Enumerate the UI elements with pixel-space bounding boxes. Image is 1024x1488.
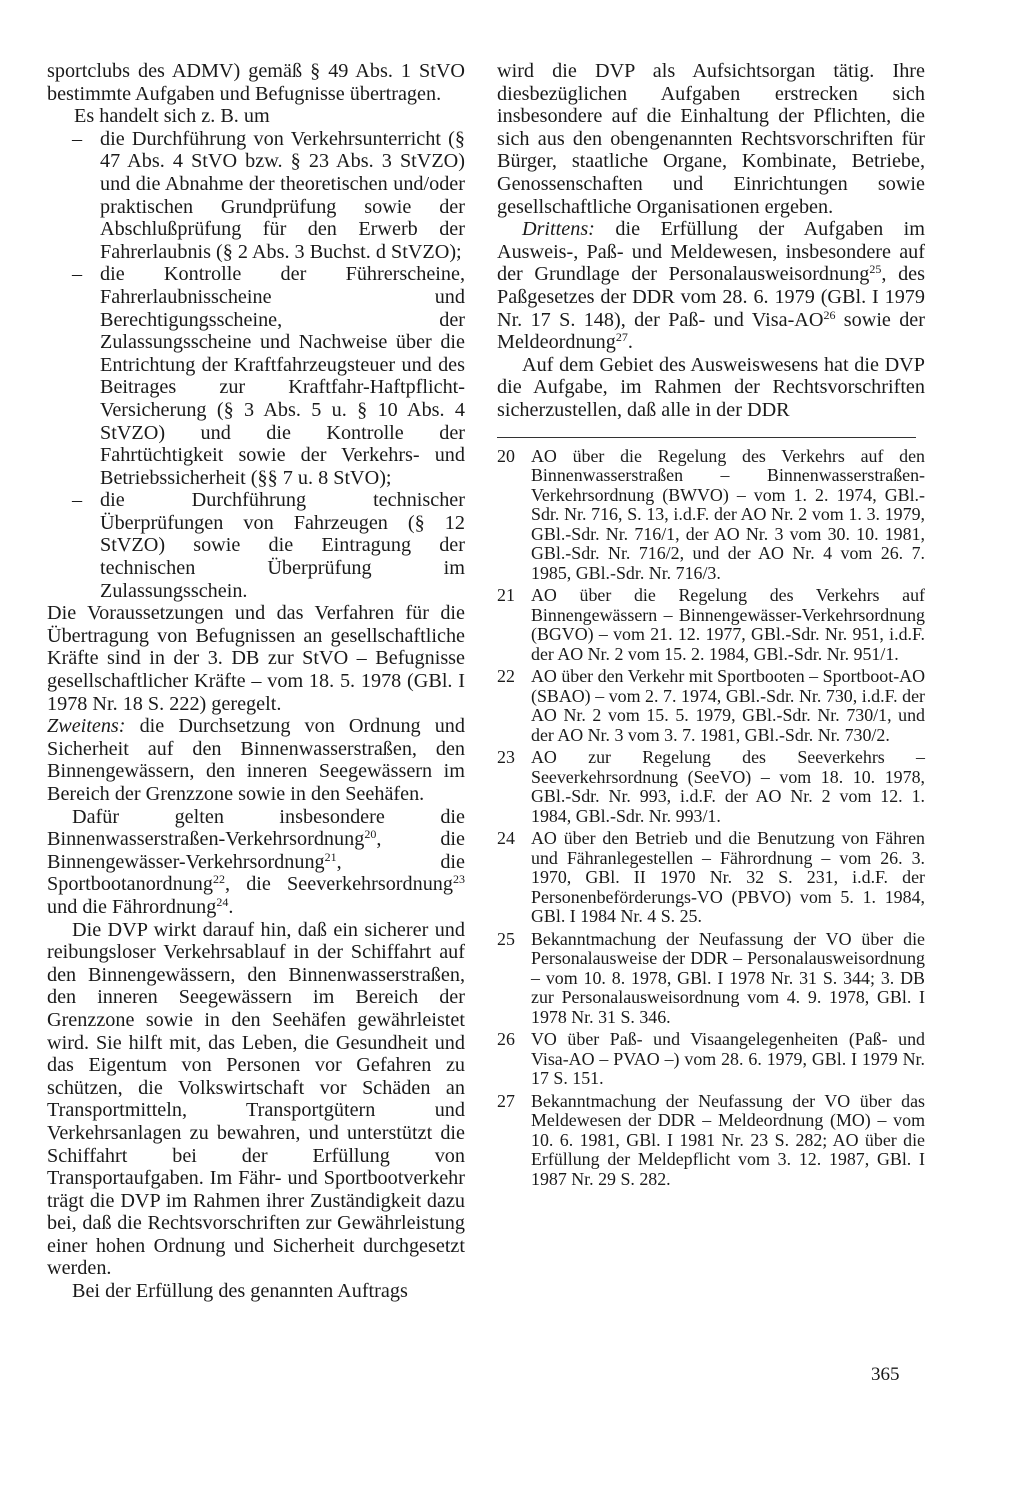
drittens-label: Drittens:	[522, 218, 595, 241]
text-run: .	[627, 331, 633, 354]
footnote-number: 21	[497, 585, 515, 605]
footnote-text: AO zur Regelung des Seeverkehrs – Seeverkehrsordnung (SeeVO) – vom 18. 10. 1978, GBl.-Sdr. Nr. 993, i.d.F. der AO Nr. 2 vom 12. 1. 1984, GBl.-Sdr. Nr. 993/1.	[531, 747, 925, 826]
footnote-ref: 25	[869, 262, 882, 277]
footnote-number: 26	[497, 1029, 515, 1049]
text-run: , die Seeverkehrsordnung	[224, 873, 453, 896]
list-item: – die Kontrolle der Führerscheine, Fahrerlaubnisscheine und Berechtigungsscheine, der Zulassungsscheine und Nachweise über die Entrichtung der Kraftfahrzeugsteuer und des Beitrages zur Kraftfahr-Haftpflicht-Versicherung (§ 3 Abs. 5 u. § 10 Abs. 4 StVZO) und die Kontrolle der Fahrtüchtigkeit sowie der Verkehrs- und Betriebssicherheit (§§ 7 u. 8 StVO);	[47, 263, 465, 489]
list-intro: Es handelt sich z. B. um	[74, 105, 270, 128]
footnote-text: Bekanntmachung der Neufassung der VO über die Personalausweise der DDR – Personalausweisordnung – vom 10. 8. 1978, GBl. I 1978 Nr. 31 S. 344; 3. DB zur Personalausweisordnung vom 4. 9. 1978, GBl. I 1978 Nr. 31 S. 346.	[531, 928, 925, 1027]
text-run: , die Sportbootanordnung	[47, 850, 465, 896]
footnote-number: 27	[497, 1090, 515, 1111]
text-run: , die Binnengewässer-Verkehrsordnung	[47, 828, 465, 873]
paragraph: Bei der Erfüllung des genannten Auftrags	[72, 1280, 408, 1303]
footnote	[497, 1092, 925, 1190]
footnote	[497, 930, 925, 1028]
paragraph: Die Voraussetzungen und das Verfahren für die Übertragung von Befugnissen an gesellschaftliche Kräfte sind in der 3. DB zur StVO – Befugnisse gesellschaftlicher Kräfte – vom 18. 5. 1978 (GBl. I 1978 Nr. 18 S. 222) geregelt.	[47, 602, 465, 715]
footnote-ref: 23	[453, 872, 465, 887]
footnote-ref: 20	[364, 827, 377, 842]
footnote-text: Bekanntmachung der Neufassung der VO über das Meldewesen der DDR – Meldeordnung (MO) – vom 10. 6. 1981, GBl. I 1981 Nr. 23 S. 282; AO über die Erfüllung der Meldepflicht vom 3. 12. 1987, GBl. I 1987 Nr. 29 S. 282.	[531, 1090, 925, 1189]
footnote-text: VO über Paß- und Visaangelegenheiten (Paß- und Visa-AO – PVAO –) vom 28. 6. 1979, GBl. I 1979 Nr. 17 S. 151.	[531, 1029, 925, 1088]
text-run: die Erfüllung der Aufgaben im Ausweis-, Paß- und Meldewesen, insbesondere auf der Grundlage der Personalausweisordnung	[497, 218, 925, 286]
footnote	[497, 1030, 925, 1089]
footnote-ref: 24	[216, 894, 229, 909]
paragraph: sportclubs des ADMV) gemäß § 49 Abs. 1 StVO bestimmte Aufgaben und Befugnisse übertragen.	[47, 60, 465, 105]
footnote	[497, 586, 925, 664]
footnote	[497, 748, 925, 826]
footnote-divider	[497, 437, 916, 438]
paragraph-regulations	[47, 806, 465, 919]
footnote-number: 22	[497, 666, 515, 686]
paragraph-zweitens	[47, 715, 465, 805]
text-run: , des Paßgesetzes der DDR vom 28. 6. 1979 (GBl. I 1979 Nr. 17 S. 148), der Paß- und Visa-AO	[497, 263, 925, 331]
footnote-ref: 21	[324, 849, 337, 864]
footnote-number: 23	[497, 747, 515, 767]
footnotes	[497, 447, 925, 1190]
paragraph: wird die DVP als Aufsichtsorgan tätig. Ihre diesbezüglichen Aufgaben erstrecken sich insbesondere auf die Einhaltung der Pflichten, die sich aus den obengenannten Rechtsvorschriften für Bürger, staatliche Organe, Kombinate, Betriebe, Genossenschaften und Einrichtungen sowie gesellschaftliche Organisationen ergeben.	[497, 60, 925, 218]
task-list	[47, 128, 465, 602]
text-run: Dafür gelten insbesondere die Binnenwasserstraßen-Verkehrsordnung	[47, 805, 465, 851]
paragraph: Die DVP wirkt darauf hin, daß ein sicherer und reibungsloser Verkehrsablauf in der Schiffahrt auf den Binnengewässern, den Binnenwasserstraßen, den inneren Seegewässern im Bereich der Grenzzone sowie in den Seehäfen gewährleistet wird. Sie hilft mit, das Leben, die Gesundheit und das Eigentum von Personen vor Gefahren zu schützen, die Volkswirtschaft vor Schäden an Transportmitteln, Transportgütern und Verkehrsanlagen zu bewahren, und unterstützt die Schiffahrt bei der Erfüllung von Transportaufgaben. Im Fähr- und Sportbootverkehr trägt die DVP im Rahmen ihrer Zuständigkeit dazu bei, daß die Rechtsvorschriften zur Gewährleistung einer hohen Ordnung und Sicherheit durchgesetzt werden.	[47, 918, 465, 1280]
list-item: – die Durchführung technischer Überprüfungen von Fahrzeugen (§ 12 StVZO) sowie die Eintragung der technischen Überprüfung im Zulassungsschein.	[47, 489, 465, 602]
paragraph: Auf dem Gebiet des Ausweiswesens hat die DVP die Aufgabe, im Rahmen der Rechtsvorschriften sicherzustellen, daß alle in der DDR	[497, 353, 925, 421]
footnote-ref: 26	[823, 307, 836, 322]
footnote	[497, 667, 925, 745]
text-run: und die Fährordnung	[47, 895, 217, 918]
footnote-number: 25	[497, 928, 515, 949]
zweitens-label: Zweitens:	[47, 715, 126, 738]
footnote-text: AO über die Regelung des Verkehrs auf den Binnenwasserstraßen – Binnenwasserstraßen-Verkehrsordnung (BWVO) – vom 1. 2. 1974, GBl.-Sdr. Nr. 716, S. 13, i.d.F. der AO Nr. 2 vom 1. 3. 1979, GBl.-Sdr. Nr. 716/1, der AO Nr. 3 vom 30. 10. 1981, GBl.-Sdr. Nr. 716/2, und der AO Nr. 4 vom 26. 7. 1985, GBl.-Sdr. Nr. 716/3.	[531, 445, 925, 583]
text-run: .	[228, 895, 234, 918]
footnote-text: AO über den Verkehr mit Sportbooten – Sportboot-AO (SBAO) – vom 2. 7. 1974, GBl.-Sdr. Nr. 730, i.d.F. der AO Nr. 2 vom 15. 5. 1979, GBl.-Sdr. Nr. 730/1, und der AO Nr. 3 vom 3. 7. 1981, GBl.-Sdr. Nr. 730/2.	[531, 666, 925, 745]
list-item: – die Durchführung von Verkehrsunterricht (§ 47 Abs. 4 StVO bzw. § 23 Abs. 3 StVZO) und die Abnahme der theoretischen und/oder praktischen Grundprüfung sowie der Abschlußprüfung für den Erwerb der Fahrerlaubnis (§ 2 Abs. 3 Buchst. d StVZO);	[47, 128, 465, 264]
footnote-ref: 22	[212, 872, 225, 887]
left-column	[47, 60, 465, 1303]
footnote-text: AO über den Betrieb und die Benutzung von Fähren und Fähranlegestellen – Fährordnung – vom 26. 3. 1970, GBl. II 1970 Nr. 32 S. 231, i.d.F. der Personenbeförderungs-VO (PBVO) vom 5. 1. 1984, GBl. I 1984 Nr. 4 S. 25.	[531, 828, 925, 926]
page-number: 365	[871, 1364, 900, 1385]
right-column	[497, 60, 925, 1192]
footnote	[497, 447, 925, 584]
footnote-number: 20	[497, 445, 515, 466]
footnote-number: 24	[497, 828, 515, 848]
footnote	[497, 829, 925, 927]
text-run: sowie der Meldeordnung	[497, 308, 925, 354]
footnote-text: AO über die Regelung des Verkehrs auf Binnengewässern – Binnengewässer-Verkehrsordnung (BGVO) – vom 21. 12. 1977, GBl.-Sdr. Nr. 951, i.d.F. der AO Nr. 2 vom 15. 2. 1984, GBl.-Sdr. Nr. 951/1.	[531, 585, 925, 664]
zweitens-text: die Durchsetzung von Ordnung und Sicherheit auf den Binnenwasserstraßen, den Binnengewässern, den inneren Seegewässern im Bereich der Grenzzone sowie in den Seehäfen.	[47, 715, 465, 805]
footnote-ref: 27	[615, 330, 628, 345]
paragraph-drittens	[497, 218, 925, 354]
